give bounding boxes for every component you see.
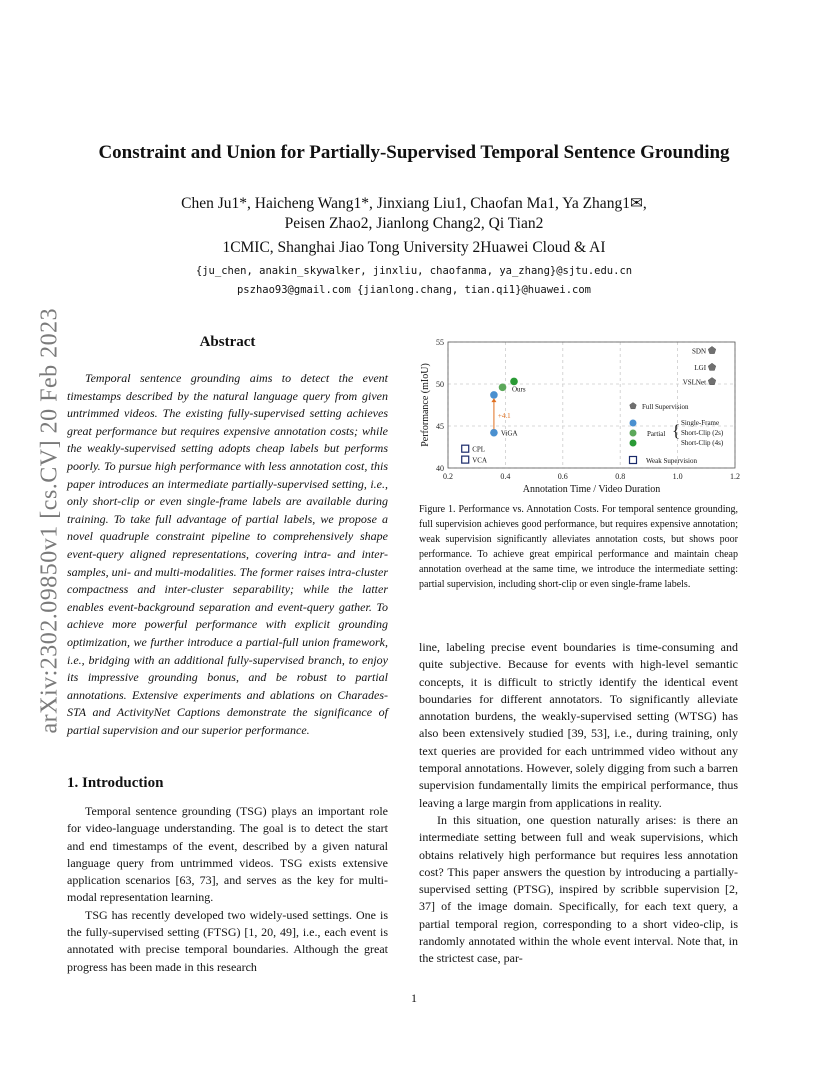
legend-brace: { bbox=[672, 421, 681, 440]
y-tick-label: 45 bbox=[436, 422, 444, 431]
left-column-body bbox=[67, 803, 388, 976]
right-column-body bbox=[419, 639, 738, 968]
abstract-heading: Abstract bbox=[199, 334, 256, 350]
introduction-heading: 1. Introduction bbox=[67, 775, 164, 791]
author-list bbox=[0, 194, 828, 234]
affiliations: 1CMIC, Shanghai Jiao Tong University 2Huawei Cloud & AI bbox=[222, 239, 606, 256]
intro-paragraph-2: TSG has recently developed two widely-used settings. One is the fully-supervised setting (FTSG) [1, 20, 49], i.e., each event is annotated with precise temporal boundaries. Although the great progress has been made in this research bbox=[67, 907, 388, 974]
right-paragraph-2: In this situation, one question naturally arises: is there an intermediate setting between full and weak supervisions, which obtains relatively high performance but requires less annotation cost? This paper answers the question by introducing a partially-supervised setting (PTSG), inspired by scribble supervision [2, 37] of the image domain. Specifically, for each text query, a partial temporal region, corresponding to a short video-clip, is randomly annotated within the whole event interval. Note that, in the strictest case, par- bbox=[419, 812, 738, 966]
legend-s4-icon bbox=[630, 440, 637, 447]
point-label: SDN bbox=[692, 347, 707, 356]
legend-s2-label: Short-Clip (2s) bbox=[681, 429, 724, 437]
legend-single-label: Single-Frame bbox=[681, 419, 720, 427]
x-tick-label: 1.0 bbox=[672, 472, 683, 481]
abstract-text: Temporal sentence grounding aims to detect the event timestamps described by the natural language query from given untrimmed videos. The existing fully-supervised setting achieves great performance but requires expensive annotation costs; while the weakly-supervised setting adopts cheap labels but performs poorly. To pursue high performance with less annotation cost, this paper introduces an intermediate partially-supervised setting, i.e., only short-clip or even single-frame labels are available during training. To take full advantage of partial labels, we propose a novel quadruple constraint pipeline to comprehensively shape event-query aligned representations, covering intra- and inter-samples, uni- and multi-modalities. The former raises intra-cluster compactness and inter-cluster separability; while the latter enables event-background separation and event-query gather. To achieve more powerful performance with explicit grounding optimization, we further introduce a partial-full union framework, i.e., bridging with an additional fully-supervised branch, to enjoy its impressive grounding bonus, and be robust to partial annotations. Extensive experiments and ablations on Charades-STA and ActivityNet Captions demonstrate the significance of partial supervision and our superior performance. bbox=[67, 371, 388, 737]
legend-s2-icon bbox=[630, 430, 637, 437]
partial-supervision-marker bbox=[490, 391, 498, 399]
authors-line-2: Peisen Zhao2, Jianlong Chang2, Qi Tian2 bbox=[284, 215, 544, 232]
legend-weak-icon bbox=[630, 457, 637, 464]
legend-single-icon bbox=[630, 420, 637, 427]
x-axis-label: Annotation Time / Video Duration bbox=[522, 484, 661, 495]
point-label: Ours bbox=[512, 385, 526, 394]
improvement-arrowhead bbox=[491, 398, 496, 402]
full-supervision-marker bbox=[708, 363, 716, 370]
email-line-1: {ju_chen, anakin_skywalker, jinxliu, chaofanma, ya_zhang}@sjtu.edu.cn bbox=[195, 265, 633, 277]
email-line-2: pszhao93@gmail.com {jianlong.chang, tian.qi1}@huawei.com bbox=[236, 284, 591, 296]
improvement-annotation: +4.1 bbox=[497, 411, 511, 420]
y-axis-label: Performance (mIoU) bbox=[420, 363, 431, 447]
full-supervision-marker bbox=[708, 378, 716, 385]
figure-1-caption: Figure 1. Performance vs. Annotation Costs. For temporal sentence grounding, full supervision achieves good performance, but requires expensive annotation; weak supervision significantly alleviates annotation costs, but shows poor performance. To achieve great empirical performance and maintain cheap annotation overhead at the same time, we introduce the intermediate setting: partial supervision, including short-clip or even single-frame labels. bbox=[419, 504, 738, 590]
weak-supervision-marker bbox=[462, 445, 469, 452]
weak-supervision-marker bbox=[462, 456, 469, 463]
page-number: 1 bbox=[411, 991, 417, 1005]
x-tick-label: 0.8 bbox=[615, 472, 626, 481]
x-tick-label: 0.6 bbox=[557, 472, 568, 481]
full-supervision-marker bbox=[708, 346, 716, 353]
authors-line-1: Chen Ju1*, Haicheng Wang1*, Jinxiang Liu1, Chaofan Ma1, Ya Zhang1✉, bbox=[181, 195, 647, 212]
point-label: CPL bbox=[472, 445, 486, 454]
point-label: ViGA bbox=[500, 429, 518, 438]
partial-supervision-marker bbox=[490, 429, 498, 437]
partial-supervision-marker bbox=[510, 378, 518, 386]
y-tick-label: 50 bbox=[436, 380, 444, 389]
y-tick-label: 40 bbox=[436, 464, 444, 473]
point-label: LGI bbox=[694, 364, 707, 373]
right-paragraph-1: line, labeling precise event boundaries is time-consuming and quite subjective. Because for events with high-level semantic concepts, it is difficult to strictly identify the identical event boundaries for different annotators. To significantly alleviate annotation burdens, the weakly-supervised setting (WTSG) has also been extensively studied [39, 53], i.e., during training, only text queries are provided for each untrimmed video without any temporal annotations. However, solely digging from such a barren supervision fundamentally limits the empirical performance, thus leaving a large margin from applications in reality. bbox=[419, 640, 738, 810]
x-tick-label: 0.2 bbox=[443, 472, 453, 481]
x-tick-label: 0.4 bbox=[500, 472, 511, 481]
paper-title: Constraint and Union for Partially-Supervised Temporal Sentence Grounding bbox=[98, 142, 730, 163]
performance-cost-chart bbox=[415, 332, 745, 497]
point-label: VSLNet bbox=[682, 378, 707, 387]
partial-supervision-marker bbox=[499, 384, 507, 392]
legend-full-label: Full Supervision bbox=[642, 403, 689, 411]
legend-s4-label: Short-Clip (4s) bbox=[681, 439, 724, 447]
arxiv-identifier: arXiv:2302.09850v1 [cs.CV] 20 Feb 2023 bbox=[36, 307, 63, 734]
intro-paragraph-1: Temporal sentence grounding (TSG) plays an important role for video-language understanding. The goal is to detect the start and end timestamps of the event, described by a given natural language query from untrimmed videos. TSG exists extensive application scenarios [63, 73], and serves as the key for multi-modal representation learning. bbox=[67, 804, 388, 905]
plot-frame bbox=[448, 342, 735, 468]
legend-partial-label: Partial bbox=[647, 430, 666, 438]
legend-weak-label: Weak Supervision bbox=[646, 457, 697, 465]
x-tick-label: 1.2 bbox=[730, 472, 740, 481]
y-tick-label: 55 bbox=[436, 338, 444, 347]
point-label: VCA bbox=[472, 456, 488, 465]
legend-full-icon bbox=[630, 403, 637, 409]
